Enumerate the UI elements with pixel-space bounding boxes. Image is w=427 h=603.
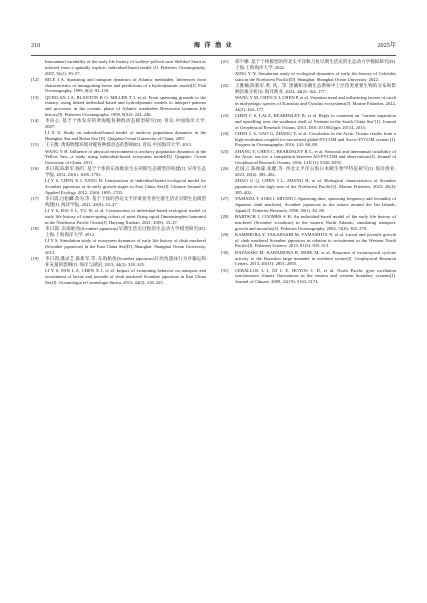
reference-entry [221,166,396,178]
reference-text: LI Y S. Simulation study of ecosystem dynamics of early life history of chub mackerel (Scomber japonicus) in the East China Sea[D]. Shanghai: Shanghai Ocean University, 2012. [45,238,206,255]
reference-translation [31,238,206,255]
reference-text: 王玉衡. 黄海物理环境对鳀鱼种群动态的影响[D]. 青岛:中国海洋大学, 2011. [45,142,193,148]
header-rule [31,55,396,56]
reference-number: [16] [31,166,39,172]
reference-number: [21] [221,59,229,64]
reference-number: [25] [221,148,229,154]
reference-entry [221,214,396,231]
reference-number: [19] [31,255,39,261]
reference-number: [18] [31,226,39,232]
reference-text: 李曰嵩,白松麟,余为,等. 基于个体的西北太平洋柔鱼冬春生群生活史早期生态模型构建[J]. 海洋学报, 2021, 43(9): 33–47. [45,196,206,208]
reference-text: LI Y S, CHEN X J, YANG H. Construction of individual-based ecological model for Scomber japonicus at its early growth stages in East China Sea[J]. Chinese Journal of Applied Ecology, 2012, 23(6): 1695–1703. [45,178,206,195]
reference-translation [221,71,396,83]
reference-entry [221,250,396,267]
reference-text: ZHAO G Q, CHEN J L, ZHANG H, et al. Biological characteristics of Scomber japonicus in the high seas of the Northwest Pacific[J]. Marine Fisheries, 2023, 45(4): 385–402. [235,178,396,195]
reference-number: [15] [31,142,39,148]
reference-entry [31,226,206,238]
reference-text: 李曰嵩,潘灵芝,陈新军,等. 东海鲐鱼(Scomber japonicus)仔幼鱼游泳行为对输运和补充量的影响[J]. 海洋与湖沼, 2013, 44(2): 318–325. [45,255,206,267]
reference-translation [31,208,206,225]
reference-text: HAYASAKI M, KAWAMURA R, MORI M, et al. Response of extratropical cyclone activity to the Kuroshio large meander in northern winter[J]. Geophysical Research Letters, 2013, 40(11): 2851–2855. [235,249,396,267]
reference-text: BARTSCH J, COOMBS S H. An individual-based model of the early life history of mackerel (Scomber scombrus) in the eastern North Atlantic, simulating transport, growth and mortality[J]. Fisheries Oceanography, 2004, 13(6): 365–379. [235,214,396,231]
reference-entry [221,196,396,213]
reference-entry [221,83,396,95]
page-header [31,40,396,52]
right-reference-column [221,59,396,285]
reference-number: [13] [31,94,39,100]
reference-entry [31,166,206,178]
reference-text: RICE J A. Spawning and transport dynamics of Atlantic menhaden. Inferences from characteristics of immigrating larvae and predictions of a hydrodynamic model[J]. Fish Oceanography, 1999, 8(2): 93–110. [45,76,206,94]
reference-number: [14] [31,118,39,124]
page-number: 210 [31,42,41,49]
reference-number: [29] [221,231,229,237]
reference-text: CHEN C S, LAI Z, BEARDSLEY R, et al. Reply to comment on "current separation and upwelling over the southeast shelf of Vietnam in the South China Sea"[J]. Journal of Geophysical Research Oceans, 2013, DOI:10.1002/jgrc.20114, 2013. [235,112,396,130]
reference-entry [31,77,206,94]
reference-text: 李曰嵩,陈新军,杨红. 基于个体的东海鲐鱼生长初期生态模型的构建[J]. 应用生态学报, 2012, 23(6): 1695–1703. [45,166,206,178]
reference-text: ZHANG Y, CHEN C, BEARDSLEY R C, et al. Seasonal and interannual variability of the Arctic sea ice: a comparison between AO-FVCOM and observations[J]. Journal of Geophysical Research Oceans, 2016, 121(11): 8320–8350. [235,148,396,166]
reference-entry [31,256,206,268]
reference-number: [26] [221,166,229,172]
reference-translation [221,95,396,112]
reference-entry [221,131,396,148]
reference-number: [28] [221,214,229,220]
reference-text: 赵国云,陈俊霖,张健,等. 西北太平洋公海日本鲭生物学特征研究[J]. 海洋渔业, 2023, 45(4): 385–402. [235,166,396,178]
reference-text: QUINLAN J A, BLANTON B O, MILLER T J, et al. From spawning grounds to the estuary: using linked individual-based and hydrodynamic models to interpret patterns and processes in the oceanic phase of Atlantic menhaden Brevoortia tyrannus life history[J]. Fisheries Oceanography, 1999, 8(S2): 224–246. [45,94,206,118]
reference-number: [24] [221,130,229,136]
reference-text: WANG Y M, CHEN X J, CHEN P, et al. Variation trend and influencing factors of catch in mid-pelagic species of Kuroshio and Oyashio ecosystems[J]. Marine Fisheries, 2022, 44(2): 164–177. [235,95,396,112]
reference-entry [31,196,206,208]
reference-translation [31,268,206,285]
journal-year: 2025年 [377,42,396,49]
reference-entry [221,268,396,285]
reference-text: CEBALLOS L I, DI L E, HOYOS C D, et al. North Pacific gyre oscillation synchronizes climate fluctuations in the eastern and western boundary systems[J]. Journal of Climate, 2009, 22(19): 5163–5174. [235,267,396,285]
reference-text: 李向心. 基于个体发育的黄海鳀鱼种群动态模型研究[D]. 青岛:中国海洋大学, 2007. [45,118,206,130]
left-reference-column [31,59,206,286]
reference-text: 邢宇娜. 基于个体模型的西北太平洋秋刀鱼早期生活史的生态动力学模拟研究[D]. 上海:上海海洋大学, 2022. [235,59,396,70]
reference-entry [31,95,206,118]
reference-translation [31,149,206,166]
reference-entry [31,142,206,148]
reference-text: CHEN C S, GAO G, ZHANG Y, et al. Circulation in the Arctic Ocean: results from a high-resolution coupled ice-sea nested global-FVCOM and Arctic-FVCOM system [J]. Progress in Oceanography, 2016, 141: 60–80. [235,130,396,148]
reference-text: 王雅楠,陈新军,黄. 风、等. 黑潮和亲潮生态系统中上层鱼类重要生物的分布和影响因素分析[J]. 海洋渔业, 2022, 44(2): 164–177. [235,83,396,94]
reference-entry [221,59,396,71]
reference-number: [30] [221,249,229,255]
reference-text: LI Y S, BAI S L, YU W, et al. Construction of individual-based ecological model of early life history of winter-spring cohort of neon flying squid Ommastrephes bartramii in the Northwest Pacific Ocean[J]. Haiyang Xuebao, 2021, 43(9): 33–47. [45,208,206,225]
reference-number: [27] [221,196,229,202]
reference-number: [17] [31,196,39,202]
reference-text: YAMADA T, AOKI I, MITANI I. Spawning time, spawning frequency and fecundity of Japanese chub mackerel, Scomber japonicus in the waters around the Izu Islands, Japan[J]. Fisheries Research, 1998, 38(1): 83–89. [235,196,396,213]
reference-text: 李曰嵩. 东海鲐鱼(Scomber japonicus)早期生活史过程的生态动力学模型研究[D]. 上海:上海海洋大学, 2012. [45,226,206,237]
reference-number: [22] [221,83,229,89]
reference-text: KAMIMURA Y, TAKAHASHI M, YAMASHITA N, et al. Larval and juvenile growth of chub mackerel Scomber japonicus in relation to recruitment in the Western North Pacific[J]. Fisheries Science, 2015, 81(3): 505–513. [235,231,396,249]
reference-translation [31,178,206,195]
reference-text: XING Y N. Simulation study of ecological dynamics of early life history of Cololabis saira in the Northwest Pacific[D]. Shanghai: Shanghai Ocean University, 2022. [235,71,396,82]
reference-entry [221,149,396,166]
reference-entry [31,118,206,130]
reference-number: [23] [221,112,229,118]
reference-text: WANG Y H. Influence of physical environment to anchovy population dynamics in the Yellow Sea—a study using individual-based ecosystem model[D]. Qingdao: Ocean University of China, 2011. [45,148,206,166]
reference-text: Interannual variability of the early life history of walleye pollock near Shelikof Strait as inferred from a spatially explicit, individual-based model [J]. Fisheries Oceanography, 2007, 5(s1): 39–57. [45,59,206,76]
reference-text: LI X X. Study on individual-based model of anchovy population dynamics in the Huanghai Sea and Bohai Sea [D]. Qingdao:Ocean University of China, 2007. [45,130,206,142]
reference-entry [221,232,396,249]
reference-entry [221,113,396,130]
reference-translation [31,130,206,142]
reference-number: [31] [221,267,229,273]
reference-translation [221,178,396,195]
journal-title: 海 洋 渔 业 [193,42,234,49]
reference-text: LI Y S, PAN L Z, CHEN X J, et al. Impact of swimming behavior on transport and recruitment of larvae and juvenile of chub mackerel Scomber japonicus in East China Sea[J]. Oceanologia et Limnologia Sinica, 2013, 44(2): 318–325. [45,267,206,285]
reference-number: [12] [31,76,39,82]
reference-translation [31,59,206,76]
